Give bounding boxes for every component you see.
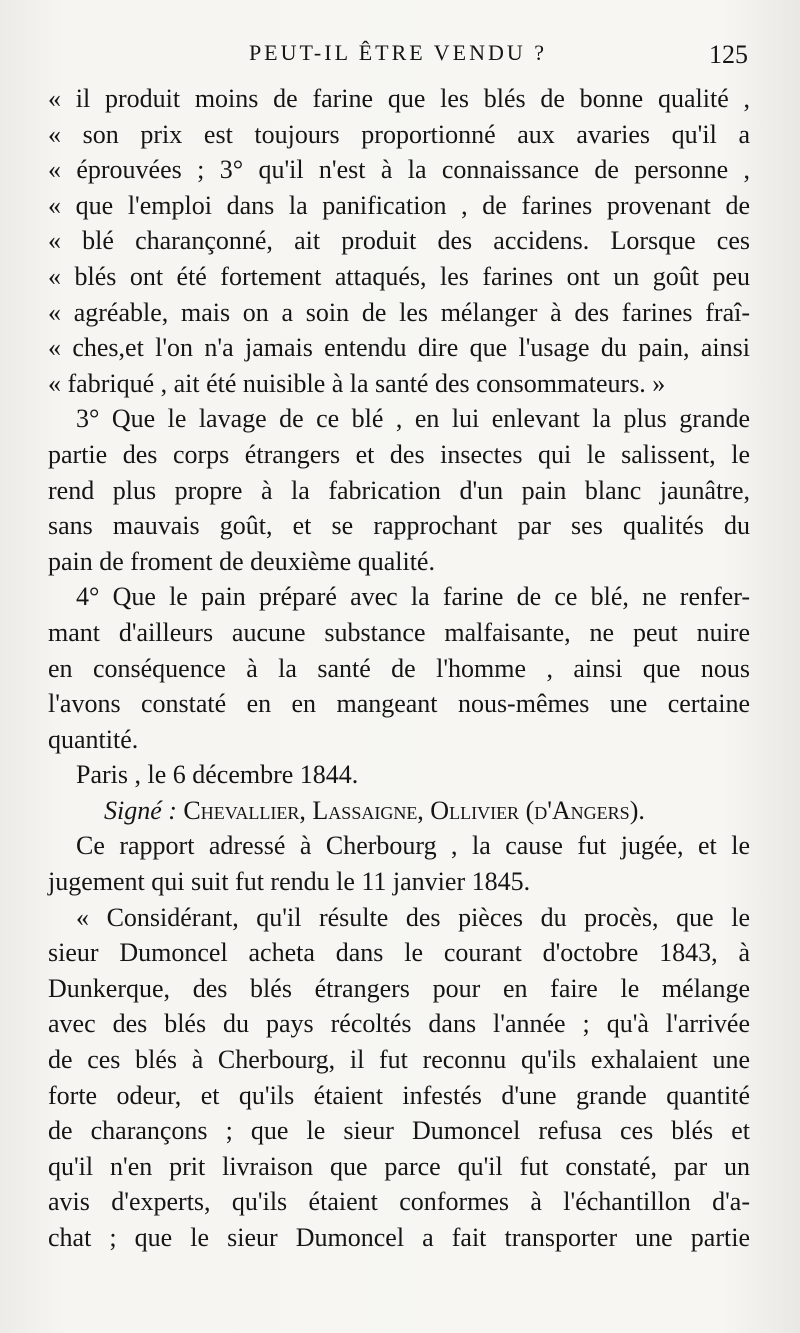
signature-label: Signé : xyxy=(104,795,177,825)
date-line: Paris , le 6 décembre 1844. xyxy=(76,760,359,790)
text-line: rend plus propre à la fabrication d'un pain blanc jaunâtre, xyxy=(48,475,750,505)
text-line: « agréable, mais on a soin de les mélanger à des farines fraî- xyxy=(48,297,750,327)
text-line: avec des blés du pays récoltés dans l'année ; qu'à l'arrivée xyxy=(48,1009,750,1039)
text-line: « blé charançonné, ait produit des accidens. Lorsque ces xyxy=(48,226,750,256)
text-line: jugement qui suit fut rendu le 11 janvier 1845. xyxy=(48,867,531,897)
text-line: en conséquence à la santé de l'homme , ainsi que nous xyxy=(48,653,750,683)
text-line: sans mauvais goût, et se rapprochant par ses qualités du xyxy=(48,511,750,541)
text-line: « blés ont été fortement attaqués, les farines ont un goût peu xyxy=(48,261,750,291)
text-line: « il produit moins de farine que les blés de bonne qualité , xyxy=(48,84,750,113)
page-header xyxy=(48,38,748,78)
text-line: « son prix est toujours proportionné aux avaries qu'il a xyxy=(48,119,750,149)
running-head: PEUT-IL ÊTRE VENDU ? xyxy=(248,40,548,65)
text-line: forte odeur, et qu'ils étaient infestés d'une grande quantité xyxy=(48,1080,750,1110)
text-line: 3° Que le lavage de ce blé , en lui enlevant la plus grande xyxy=(76,404,750,434)
text-line: qu'il n'en prit livraison que parce qu'il fut constaté, par un xyxy=(48,1151,750,1181)
text-line: Ce rapport adressé à Cherbourg , la cause fut jugée, et le xyxy=(76,831,750,861)
text-line: quantité. xyxy=(48,724,139,754)
page-body xyxy=(48,81,750,1256)
page-number: 125 xyxy=(709,40,748,69)
text-line: « que l'emploi dans la panification , de farines provenant de xyxy=(48,190,750,220)
text-line: « Considérant, qu'il résulte des pièces du procès, que le xyxy=(76,902,750,932)
text-line: mant d'ailleurs aucune substance malfaisante, ne peut nuire xyxy=(48,617,750,647)
signature-line xyxy=(48,793,750,829)
text-line: 4° Que le pain préparé avec la farine de ce blé, ne renfer- xyxy=(76,582,750,612)
text-line: « fabriqué , ait été nuisible à la santé des consommateurs. » xyxy=(48,368,666,398)
text-line: chat ; que le sieur Dumoncel a fait transporter une partie xyxy=(48,1223,750,1252)
text-line: pain de froment de deuxième qualité. xyxy=(48,546,435,576)
text-line: Dunkerque, des blés étrangers pour en faire le mélange xyxy=(48,973,750,1003)
text-line: l'avons constaté en en mangeant nous-mêmes une certaine xyxy=(48,689,750,719)
text-line: « ches,et l'on n'a jamais entendu dire que l'usage du pain, ainsi xyxy=(48,333,750,363)
text-line: de charançons ; que le sieur Dumoncel refusa ces blés et xyxy=(48,1116,750,1146)
signature-names: Chevallier, Lassaigne, Ollivier (d'Angers). xyxy=(183,795,645,825)
text-line: de ces blés à Cherbourg, il fut reconnu qu'ils exhalaient une xyxy=(48,1045,750,1075)
text-line: « éprouvées ; 3° qu'il n'est à la connaissance de personne , xyxy=(48,155,750,185)
text-line: sieur Dumoncel acheta dans le courant d'octobre 1843, à xyxy=(48,938,750,968)
text-line: avis d'experts, qu'ils étaient conformes à l'échantillon d'a- xyxy=(48,1187,750,1217)
text-line: partie des corps étrangers et des insectes qui le salissent, le xyxy=(48,439,750,469)
